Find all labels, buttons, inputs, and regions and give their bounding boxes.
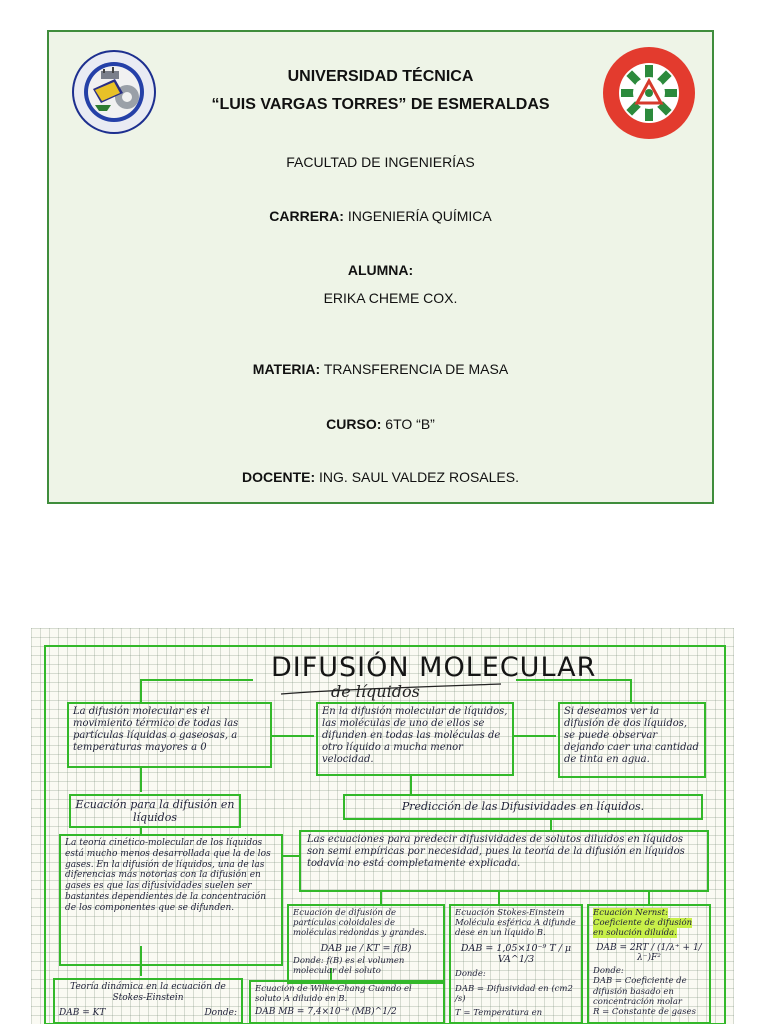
student-label: ALUMNA: <box>347 262 414 278</box>
mindmap-photo <box>31 628 734 1024</box>
cover-card <box>47 30 714 504</box>
liquid-diffusion-box: En la difusión molecular de líquidos, las moléculas de uno de ellos se difunden en todas las moléculas de otro líquido a mucha menor velocidad. <box>316 702 514 776</box>
stokes-theory-box <box>53 978 243 1024</box>
stokes-einstein-box <box>449 904 583 1024</box>
stokes-theory-formula: DAB = KT <box>59 1007 106 1018</box>
career-line <box>49 208 712 224</box>
course-value: 6TO “B” <box>385 416 435 432</box>
course-line <box>49 416 712 432</box>
stokes-einstein-where: Donde: <box>455 969 486 980</box>
stokes-einstein-formula: DAB = 1,05×10⁻⁹ T / μ VA^1/3 <box>460 942 572 965</box>
teacher-label: DOCENTE: <box>242 469 316 485</box>
prediction-section-header: Predicción de las Difusividades en líquidos. <box>343 794 703 820</box>
nernst-title-text: Ecuación Nernst: Coeficiente de difusión en solución diluída. <box>593 908 693 939</box>
university-logo <box>601 45 697 141</box>
colloidal-equation-title: Ecuación de difusión de partículas coloidales de moléculas redondas y grandes. <box>293 908 427 939</box>
faculty-name: FACULTAD DE INGENIERÍAS <box>286 154 475 170</box>
nernst-box <box>587 904 711 1024</box>
nernst-def1: DAB = Coeficiente de difusión basado en concentración molar <box>593 976 687 1007</box>
subject-line <box>49 361 712 377</box>
equation-section-header: Ecuación para la difusión en líquidos <box>69 794 241 828</box>
nernst-where: Donde: <box>593 966 624 977</box>
stokes-theory-title: Teoría dinámica en la ecuación de Stokes-Einstein <box>70 982 226 1003</box>
wilke-chang-title: Ecuación de Wilke-Chang Cuando el soluto A diluido en B. <box>255 984 412 1005</box>
colloidal-equation-box <box>287 904 445 984</box>
example-box: Si deseamos ver la difusión de dos líquidos, se puede observar dejando caer una cantidad de tinta en agua. <box>558 702 706 778</box>
stokes-einstein-def2: T = Temperatura en <box>455 1007 543 1018</box>
colloidal-equation-note: Donde: f(B) es el volumen molecular del soluto <box>293 955 405 977</box>
faculty-logo <box>71 49 157 135</box>
wilke-chang-box <box>249 980 445 1024</box>
definition-box: La difusión molecular es el movimiento térmico de todas las partículas líquidas o gaseosas, a temperaturas mayores a 0 <box>67 702 272 768</box>
student-value: ERIKA CHEME COX. <box>323 290 458 306</box>
stokes-einstein-def1: DAB = Difusividad en (cm2 /s) <box>455 983 573 1004</box>
kinetic-theory-box: La teoría cinético-molecular de los líquidos está mucho menos desarrollada que la de los gases. En la difusión de líquidos, una de las diferencias más notorias con la difusión en gases es que las difusividades suelen ser bastantes dependientes de la concentración de los componentes que se difunden. <box>59 834 283 966</box>
colloidal-equation-formula: DAB μe / KT = f(B) <box>320 942 412 954</box>
teacher-line <box>49 469 712 485</box>
stokes-theory-where: Donde: <box>204 1007 237 1018</box>
wilke-chang-formula: DAB MB = 7,4×10⁻⁸ (MB)^1/2 <box>255 1007 397 1018</box>
prediction-text-box: Las ecuaciones para predecir difusividades de solutos diluidos en líquidos son semi empíricas por necesidad, pues la teoría de la difusión en líquidos todavía no está completamente explicada. <box>299 830 709 892</box>
teacher-value: ING. SAUL VALDEZ ROSALES. <box>319 469 519 485</box>
career-value: INGENIERÍA QUÍMICA <box>347 208 492 224</box>
subject-value: TRANSFERENCIA DE MASA <box>323 361 509 377</box>
nernst-formula: DAB = 2RT / (1/λ⁺ + 1/λ⁻)F² <box>596 942 702 964</box>
mindmap-title: DIFUSIÓN MOLECULAR <box>271 652 597 683</box>
university-name-line2: “LUIS VARGAS TORRES” DE ESMERALDAS <box>211 96 550 113</box>
university-name-line1: UNIVERSIDAD TÉCNICA <box>287 68 474 85</box>
career-label: CARRERA: <box>269 208 344 224</box>
nernst-def2: R = Constante de gases <box>593 1006 696 1017</box>
mindmap-subtitle: de líquidos <box>331 682 420 701</box>
stokes-einstein-title: Ecuación Stokes-Einstein Molécula esférica A difunde dese en un líquido B. <box>455 908 576 939</box>
nernst-title <box>593 908 705 939</box>
course-label: CURSO: <box>326 416 382 432</box>
subject-label: MATERIA: <box>252 361 321 377</box>
